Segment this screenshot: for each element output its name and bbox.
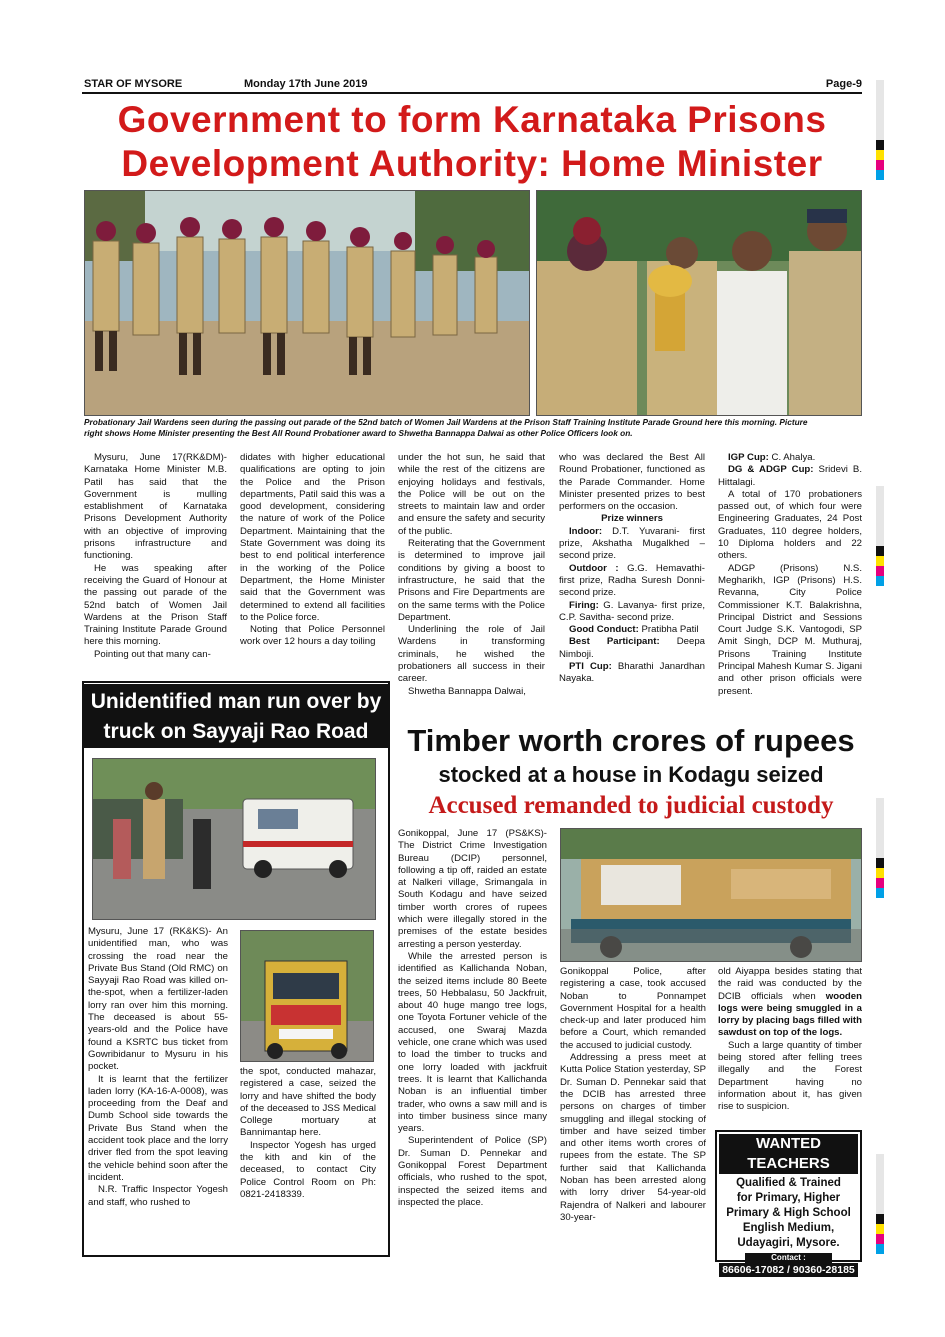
timber-deck: Accused remanded to judicial custody [428,792,834,819]
accident-column-2: the spot, conducted mahazar, registered a case, seized the lorry and have shifted the body of the deceased to JSS Medical College mortuary at Bannimantap here. Inspector Yogesh has urged the kith and kin of the deceased, to contact City Police Control Room on Ph: 0821-2418339. [240,1066,376,1200]
issue-date: Monday 17th June 2019 [244,78,368,90]
accident-column-1: Mysuru, June 17 (RK&KS)- An unidentified man, who was crossing the road near the Private Bus Stand (Old RMC) on Sayyaji Rao Road was killed on-the-spot, when a fertilizer-laden lorry ran over him this morning. The deceased is about 55-years-old and the Police have found a KSRTC bus ticket from Gowribidanur to Mysuru in his pocket. It is learnt that the fertilizer laden lorry (KA-16-A-0008), was proceeding from the Deaf and Dumb School side towards the Private Bus Stand when the accident took place and the lorry driver fled from the spot leaving the vehicle behind soon after the incident. N.R. Traffic Inspector Yogesh and staff, who rushed to [88,926,228,1208]
timber-column-2: Gonikoppal Police, after registering a case, took accused Noban to Ponnampet Government Hospital for a health check-up and later produced him before a Court, which remanded the accused to judicial custody. Addressing a press meet at Kutta Police Station yesterday, SP Dr. Suman D. Pennekar said that the DCIB has arrested three persons on charges of timber smuggling and illegal stocking of timber and have seized timber and other items worth crores of rupees from the estate. The SP further said that Kallichanda Noban has been arrested along with lorry driver 54-year-old Rajendra of Nalkeri and labourer 30-year- [560,966,706,1223]
story1-column-4: who was declared the Best All Round Probationer, functioned as the Parade Commander. Home Minister presented prizes to best performers on the occasion. Prize winners Indoor: D.T. Yuvarani- first prize, Akshatha Mugalkhed – second prize. Outdoor : G.G. Hemavathi- first prize, Radha Suresh Donni- second prize. Firing: G. Lavanya- first prize, C.P. Savitha- second prize. Good Conduct: Pratibha Patil Best Participant: Deepa Nimboji. PTI Cup: Bharathi Janardhan Nayaka. [559,452,705,685]
prize-item: Good Conduct: Pratibha Patil [569,624,699,636]
registration-bar [876,1154,884,1254]
accident-headline: Unidentified man run over by truck on Sayyaji Rao Road [84,684,388,748]
prize-item: Outdoor : G.G. Hemavathi- first prize, Radha Suresh Donni- second prize. [559,562,705,599]
headline-line-1: Government to form Karnataka Prisons [117,99,827,140]
wanted-teachers-ad [715,1130,862,1276]
photo-caption: Probationary Jail Wardens seen during the passing out parade of the 52nd batch of Women Jail Wardens at the Prison Staff Training Institute Parade Ground here this morning. Picture right shows Home Minister presenting the Best All Round Probationer award to Shwetha Bannappa Dalwai as other Police Officers look on. [84,417,808,438]
prize-item: DG & ADGP Cup: Sridevi B. Hittalagi. [718,464,862,488]
story1-column-1: Mysuru, June 17(RK&DM)- Karnataka Home Minister M.B. Patil has said that the Government is mulling establishment of Karnataka Prisons Development Authority with an objective of improving prisons infrastructure and functioning. He was speaking after receiving the Guard of Honour at the passing out parade of the 52nd batch of Women Jail Wardens at the Prison Staff Training Institute Parade Ground here this morning. Pointing out that many can- [84,452,227,660]
registration-bar [876,80,884,180]
ad-phone-numbers: 86606-17082 / 90360-28185 [719,1263,858,1277]
parade-photo [84,190,530,416]
timber-column-3: old Aiyappa besides stating that the raid was conducted by the DCIB officials when wooden logs were being smuggled in a lorry by placing bags filled with sawdust on top of the logs. Such a large quantity of timber being stored after felling trees illegally and the Forest Department having no information about it, has given rise to suspicion. [718,966,862,1113]
story1-column-2: didates with higher educational qualifications are opting to join the Police and the Prison departments, Patil said this was a good development, considering the nature of work of the Police Department. Maintaining that the State Government was doing its best to end political interference in the working of the Police Department, the Home Minister said that the Government was determined to extend all facilities to the Police force. Noting that Police Personnel work over 12 hours a day toiling [240,452,385,648]
ad-contact-label: Contact : [745,1253,832,1263]
headline-line-2: Development Authority: Home Minister [121,143,823,184]
lorry-photo [240,930,374,1062]
timber-lorry-photo [560,828,862,962]
accident-scene-photo [92,758,376,920]
page-number: Page-9 [825,78,862,90]
timber-column-1: Gonikoppal, June 17 (PS&KS)- The District Crime Investigation Bureau (DCIP) personnel, following a tip off, raided an estate at Nalkeri village, Srimangala in South Kodagu and have seized timber worth crores of rupees which were illegally stored in the premises of the estate besides arresting a person yesterday. While the arrested person is identified as Kallichanda Noban, the seized items include 80 Beete trees, 50 Hebbalasu, 50 Jackfruit, about 40 huge mango tree logs, one Toyota Fortuner vehicle of the accused, one Swaraj Mazda vehicle, one crane which was used to load the timber to trucks and one lorry loaded with jackfruit trees. It is learnt that Kallichanda Noban is an influential timber trader, who owns a saw mill and is into timber business since many years. Superintendent of Police (SP) Dr. Suman D. Pennekar and Gonikoppal Forest Department officials, who rushed to the spot, inspected the seized items and inspected the place. [398,828,547,1208]
registration-bar [876,798,884,898]
story1-column-5: IGP Cup: C. Ahalya. DG & ADGP Cup: Sridevi B. Hittalagi. A total of 170 probationers passed out, of which four were Engineering Graduates, 24 Post Graduates, 110 degree holders, 10 Diploma holders and 22 others. ADGP (Prisons) N.S. Megharikh, IGP (Prisons) H.S. Revanna, City Police Commissioner K.T. Balakrishna, Principal District and Sessions Court Judge S.K. Vantogodi, SP Amit Singh, DCP M. Muthuraj, Prisons Training Institute Principal Mahesh Kumar S. Jigani and other prison officials were present. [718,452,862,697]
prize-item: IGP Cup: C. Ahalya. [728,452,816,463]
award-photo [536,190,862,416]
story1-column-3: under the hot sun, he said that while the rest of the citizens are enjoying holidays and festivals, the Police will be out on the streets to maintain law and order and ensure the safety and security of the public. Reiterating that the Government is determined to improve jail conditions by giving a boost to infrastructure, he said that the Prisons and Fire Departments are on the same terms with the Police Department. Underlining the role of Jail Wardens in transforming criminals, he wished the probationers all success in their career. Shwetha Bannappa Dalwai, [398,452,545,697]
timber-subheadline: stocked at a house in Kodagu seized [438,762,824,787]
prize-item: PTI Cup: Bharathi Janardhan Nayaka. [559,661,705,685]
prize-item: Best Participant: Deepa Nimboji. [559,636,705,660]
prize-item: Indoor: D.T. Yuvarani- first prize, Akshatha Mugalkhed – second prize. [559,525,705,562]
registration-bar [876,486,884,586]
timber-headline: Timber worth crores of rupees [407,723,855,758]
header-rule [82,92,862,94]
ad-title: WANTED TEACHERS [719,1134,858,1174]
newspaper-name: STAR OF MYSORE [84,78,183,90]
ad-body: Qualified & Trained for Primary, Higher Primary & High School English Medium, Udayagiri, Mysore. [726,1177,851,1249]
prize-winners-heading: Prize winners [601,513,663,525]
prize-item: Firing: G. Lavanya- first prize, C.P. Savitha- second prize. [559,599,705,623]
